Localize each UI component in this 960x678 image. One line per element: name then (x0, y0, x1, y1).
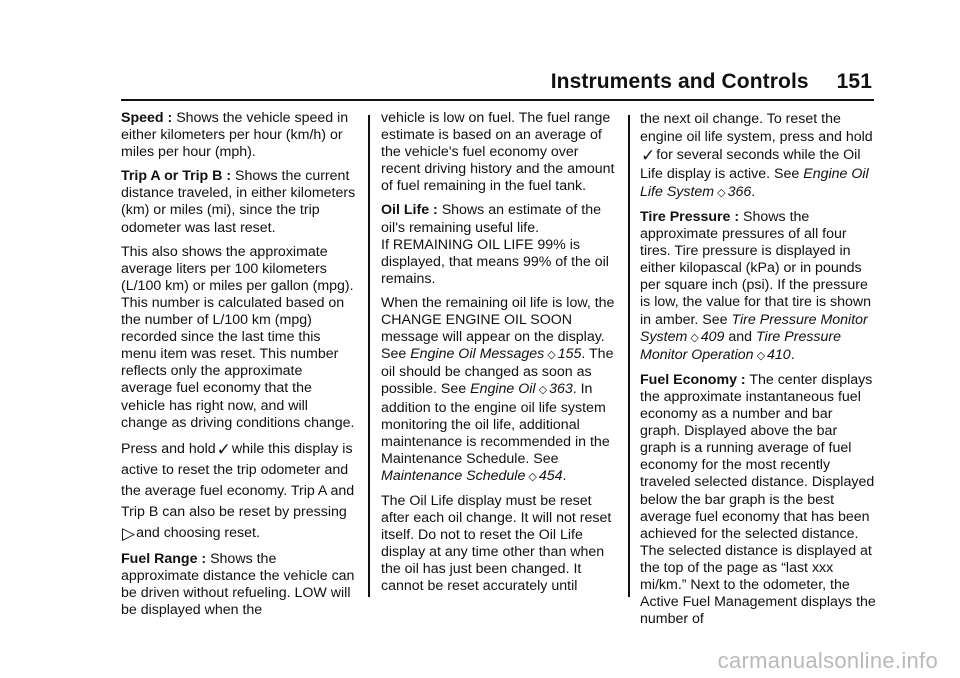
page-header (551, 70, 872, 94)
xref-engine-oil-life-system[interactable]: Engine Oil Life System (640, 165, 869, 200)
paragraph-trip (121, 168, 357, 236)
site-watermark: carmanualsonline.info (717, 648, 938, 673)
xref-tire-pressure-monitor-operation[interactable]: Tire Pressure Monitor Operation (640, 328, 842, 363)
paragraph-oil-life (381, 202, 617, 236)
term-fuel-economy: Fuel Economy : (640, 371, 746, 388)
paragraph-oil-low (381, 295, 617, 486)
speed-text: Shows the vehicle speed in either kilometers per hour (km/h) or miles per hour (mph). (121, 110, 349, 161)
oil-low-text-c: . In addition to the engine oil life system monitoring the oil life, additional maintenance is recommended in the Maintenance Schedule. See (381, 381, 610, 467)
press-text-c: and choosing reset. (136, 524, 260, 541)
checkmark-icon: ✓ (216, 439, 231, 459)
page-reference-icon: ◇ (756, 349, 766, 362)
paragraph-fuel-range (121, 551, 357, 619)
column-divider (628, 115, 630, 597)
paragraph-next-change (640, 110, 876, 202)
section-title: Instruments and Controls (550, 70, 809, 93)
oil-life-text: Shows an estimate of the oil's remaining useful life. (381, 202, 601, 236)
fuel-range-text: Shows the approximate distance the vehicle can be driven without refueling. LOW will be displayed when the (121, 550, 355, 618)
next-text-c: . (751, 183, 756, 200)
oil-low-text-a: When the remaining oil life is low, the CHANGE ENGINE OIL SOON message will appear on the display. See (381, 294, 615, 363)
term-fuel-range: Fuel Range : (121, 550, 207, 567)
xref-page: 454 (538, 467, 563, 484)
term-tire-pressure: Tire Pressure : (640, 209, 740, 226)
triangle-right-icon: ▷ (122, 523, 136, 543)
xref-page: 366 (727, 183, 752, 200)
term-trip: Trip A or Trip B : (121, 168, 232, 185)
xref-engine-oil-messages[interactable]: Engine Oil Messages (410, 346, 545, 363)
page-reference-icon: ◇ (547, 349, 556, 362)
page-number: 151 (836, 70, 872, 93)
xref-maintenance-schedule[interactable]: Maintenance Schedule (381, 467, 526, 484)
oil-low-text-b: . The oil should be changed as soon as possible. See (381, 346, 614, 398)
paragraph-average: This also shows the approximate average liters per 100 kilometers (L/100 km) or miles per gallon (mpg). This number is calculated based on the number of L/100 km (mpg) recorded since the last time this menu item was reset. This number reflects only the approximate average fuel economy that the vehicle has right now, and will change as driving conditions change. (121, 243, 355, 431)
paragraph-speed (121, 110, 357, 161)
xref-page: 410 (767, 346, 791, 363)
paragraph-oil-reset: The Oil Life display must be reset after each oil change. It will not reset itself. Do not to reset the Oil Life display at any time other than when the oil has just been changed. It cannot be reset accurately until (381, 492, 612, 595)
paragraph-press (121, 439, 357, 544)
tire-text-a: Shows the approximate pressures of all four tires. Tire pressure is displayed in either kilopascal (kPa) or in pounds per square inch (psi). If the pressure is low, the value for that tire is shown in amber. See (640, 209, 872, 328)
paragraph-tire-pressure (640, 209, 876, 365)
text-column-1 (121, 110, 357, 626)
header-rule (121, 99, 874, 101)
tire-text-b: and (724, 328, 757, 345)
checkmark-icon: ✓ (641, 146, 656, 166)
xref-page: 363 (549, 381, 573, 398)
page-reference-icon: ◇ (528, 470, 537, 483)
text-column-2 (381, 110, 617, 603)
fuel-economy-text: The center displays the approximate instantaneous fuel economy as a number and bar graph. Displayed above the bar graph is a running average of fuel economy for the most recently traveled selected distance. Displayed below the bar graph is the best average fuel economy that has been achieved for the selected distance. The selected distance is displayed at the top of the page as “last xxx mi/km.” Next to the odometer, the Active Fuel Management displays the number of (640, 371, 876, 628)
paragraph-fuel-economy (640, 372, 876, 628)
term-speed: Speed : (121, 110, 173, 126)
page-reference-icon: ◇ (717, 186, 726, 199)
xref-page: 409 (700, 328, 725, 345)
xref-page: 155 (557, 346, 582, 363)
column-divider (368, 115, 370, 597)
next-text-b: for several seconds while the Oil Life display is active. See (640, 147, 861, 182)
press-text-a: Press and hold (121, 440, 216, 457)
tire-text-c: . (790, 346, 795, 363)
paragraph-fuel-continued: vehicle is low on fuel. The fuel range estimate is based on an average of the vehicle's fuel economy over recent driving history and the amount of fuel remaining in the fuel tank. (381, 110, 615, 195)
oil-low-text-d: . (562, 467, 567, 484)
page-reference-icon: ◇ (690, 331, 699, 344)
next-text-a: the next oil change. To reset the engine oil life system, press and hold (640, 111, 873, 146)
page-reference-icon: ◇ (538, 384, 548, 397)
trip-text: Shows the current distance traveled, in either kilometers (km) or miles (mi), since the trip odometer was last reset. (121, 168, 356, 236)
press-text-b: while this display is active to reset the trip odometer and the average fuel economy. Trip A and Trip B can also be reset by pressing (121, 440, 355, 520)
paragraph-oil-99: If REMAINING OIL LIFE 99% is displayed, that means 99% of the oil remains. (381, 236, 609, 287)
xref-tire-pressure-monitor-system[interactable]: Tire Pressure Monitor System (640, 311, 868, 345)
xref-engine-oil[interactable]: Engine Oil (470, 381, 536, 398)
text-column-3 (640, 110, 876, 635)
term-oil-life: Oil Life : (381, 202, 438, 219)
